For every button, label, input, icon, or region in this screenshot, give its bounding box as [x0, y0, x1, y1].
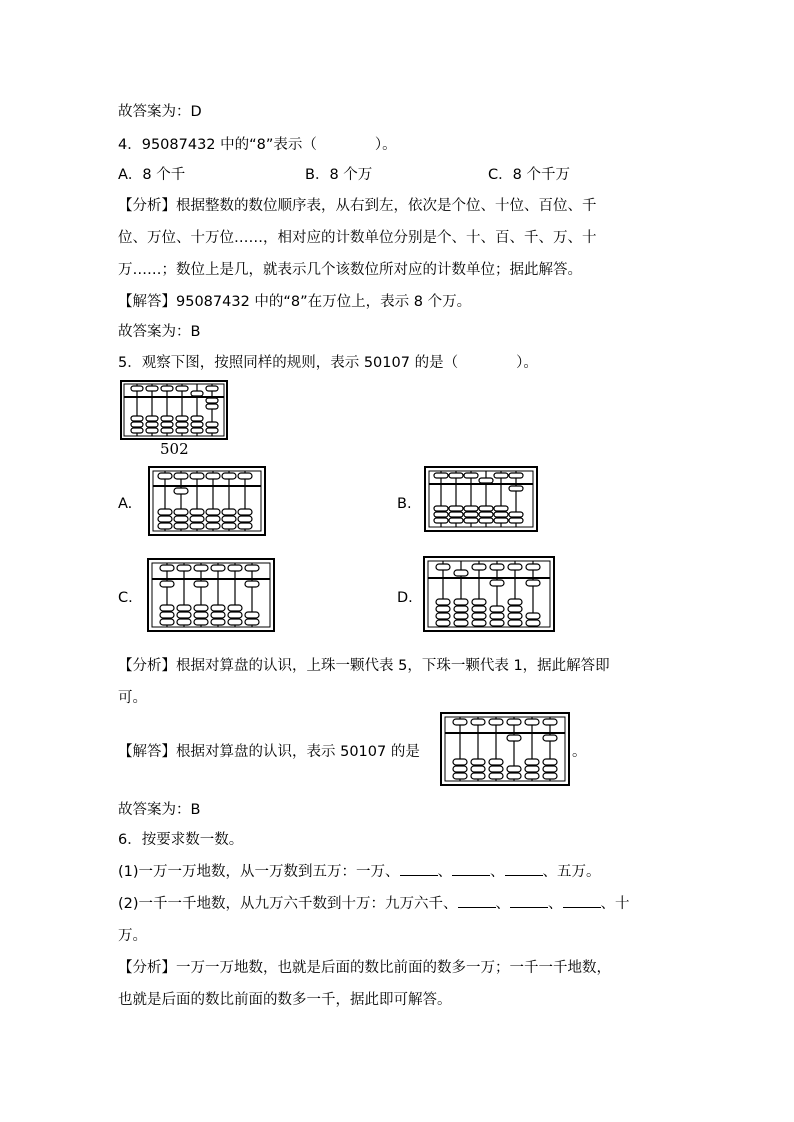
q5-option-d-label[interactable]: D.: [397, 590, 413, 606]
answer-line-q5: 故答案为：B: [118, 802, 201, 818]
q4-analysis-2: 位、万位、十万位……，相对应的计数单位分别是个、十、百、千、万、十: [118, 230, 597, 246]
q6-part-2-text: (2)一千一千地数，从九万六千数到十万：九万六千、: [118, 896, 458, 912]
q5-option-a-label[interactable]: A.: [118, 496, 133, 512]
q4-option-b: B．8 个万: [305, 167, 373, 183]
q5-option-c-label[interactable]: C.: [118, 590, 133, 606]
q6-analysis-1: 【分析】一万一万地数，也就是后面的数比前面的数多一万；一千一千地数，: [118, 960, 611, 976]
question-6: 6．按要求数一数。: [118, 832, 244, 848]
abacus-option-c-drawing: [147, 558, 275, 632]
blank-input[interactable]: [458, 893, 496, 908]
q6-part-1: [118, 861, 601, 882]
abacus-answer: [440, 712, 570, 786]
q6-part-2-end: 、十: [600, 896, 630, 912]
q5-solution: [118, 742, 420, 762]
separator: 、: [548, 896, 563, 912]
separator: 、: [495, 896, 511, 912]
q4-solution: 【解答】95087432 中的“8”在万位上，表示 8 个万。: [118, 294, 472, 310]
abacus-option-a-drawing: [148, 466, 266, 536]
q4-option-a: A．8 个千: [118, 167, 186, 183]
question-4: 4．95087432 中的“8”表示（ ）。: [118, 137, 397, 153]
q5-solution-end: 。: [572, 744, 587, 760]
q4-option-c: C．8 个千万: [488, 167, 570, 183]
abacus-example-drawing: [120, 380, 228, 440]
q6-part-2-cont: 万。: [118, 928, 147, 944]
q5-analysis-2: 可。: [118, 690, 147, 706]
q6-part-1-end: 、五万。: [542, 864, 601, 880]
q5-option-b-label[interactable]: B.: [397, 496, 412, 512]
abacus-option-d[interactable]: [423, 556, 555, 632]
abacus-option-c[interactable]: [147, 558, 275, 632]
q4-analysis-3: 万……；数位上是几，就表示几个该数位所对应的计数单位；据此解答。: [118, 262, 582, 278]
q6-part-2: [118, 893, 630, 914]
blank-input[interactable]: [400, 861, 438, 876]
separator: 、: [437, 864, 453, 880]
abacus-option-b-drawing: [424, 466, 538, 532]
q6-analysis-2: 也就是后面的数比前面的数多一千，据此即可解答。: [118, 992, 452, 1008]
question-5: 5．观察下图，按照同样的规则，表示 50107 的是（ ）。: [118, 355, 538, 371]
blank-input[interactable]: [505, 861, 543, 876]
q4-analysis-1: 【分析】根据整数的数位顺序表，从右到左，依次是个位、十位、百位、千: [118, 198, 597, 214]
separator: 、: [490, 864, 505, 880]
abacus-option-d-drawing: [423, 556, 555, 632]
answer-line-q3: 故答案为：D: [118, 104, 202, 120]
q5-solution-text: 【解答】根据对算盘的认识，表示 50107 的是: [118, 744, 420, 760]
abacus-example: [120, 380, 228, 440]
abacus-option-a[interactable]: [148, 466, 266, 536]
answer-line-q4: 故答案为：B: [118, 324, 201, 340]
abacus-answer-drawing: [440, 712, 570, 786]
blank-input[interactable]: [452, 861, 490, 876]
q5-analysis-1: 【分析】根据对算盘的认识，上珠一颗代表 5，下珠一颗代表 1，据此解答即: [118, 658, 610, 674]
abacus-example-caption: 502: [160, 440, 189, 458]
blank-input[interactable]: [563, 893, 601, 908]
blank-input[interactable]: [510, 893, 548, 908]
q6-part-1-text: (1)一万一万地数，从一万数到五万：一万、: [118, 864, 400, 880]
abacus-option-b[interactable]: [424, 466, 538, 532]
